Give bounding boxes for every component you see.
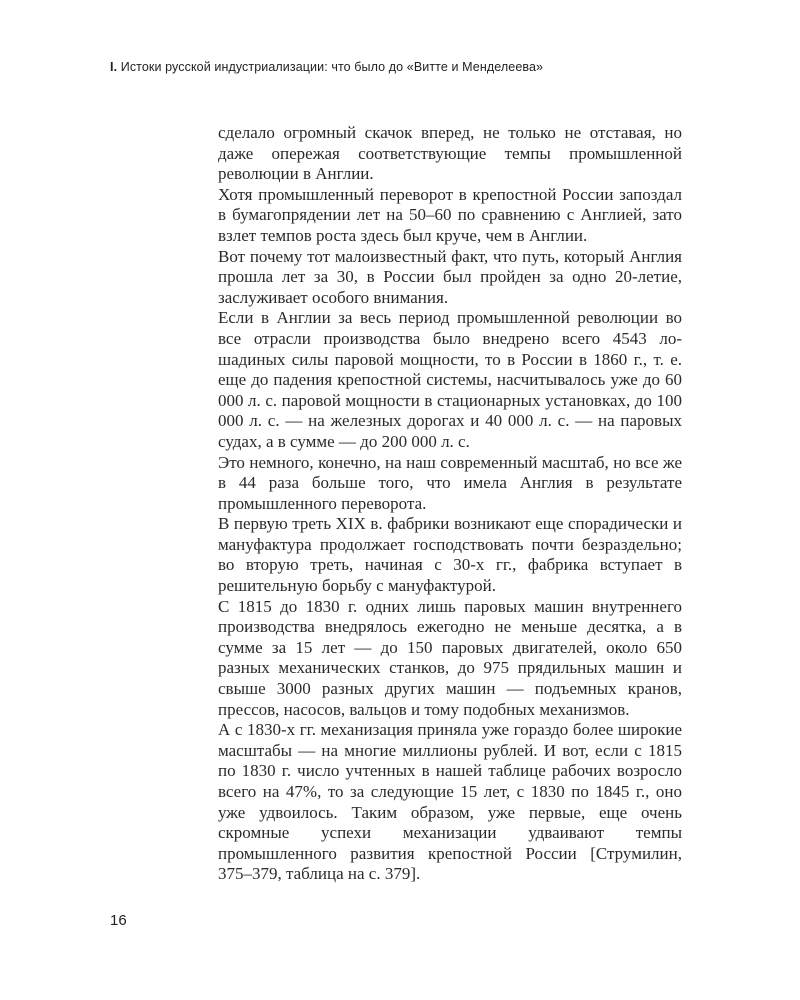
chapter-title: Истоки русской индустриализации: что было до «Витте и Менделеева» — [120, 60, 544, 74]
paragraph: Если в Англии за весь период промышленной революции во все отрасли производства было внедрено всего 4543 лошадиных силы паровой мощности, то в России в 1860 г., т. е. еще до падения крепостной системы, насчитывалось уже до 60 000 л. с. паровой мощности в стационарных установках, до 100 000 л. с. — на железных дорогах и 40 000 л. с. — на паровых судах, а в сумме — до 200 000 л. с. — [218, 308, 682, 451]
body-text — [218, 123, 682, 885]
running-header — [110, 60, 750, 74]
paragraph: С 1815 до 1830 г. одних лишь паровых машин внутреннего производства внедрялось ежегодно не меньше десятка, а в сумме за 15 лет — до 150 паровых двигателей, около 650 разных механических станков, до 975 прядильных машин и свыше 3000 разных других машин — подъемных кранов, прессов, насосов, вальцов и тому подобных механизмов. — [218, 596, 682, 719]
paragraph: Вот почему тот малоизвестный факт, что путь, который Англия прошла лет за 30, в России был пройден за одно 20-летие, заслуживает особого внимания. — [218, 246, 682, 307]
paragraph: Это немного, конечно, на наш современный масштаб, но все же в 44 раза больше того, что имела Англия в результате промышленного переворота. — [218, 452, 682, 513]
paragraph: сделало огромный скачок вперед, не только не отставая, но даже опережая соответствующие темпы промышленной революции в Англии. — [218, 123, 682, 184]
paragraph: В первую треть XIX в. фабрики возникают еще спорадически и мануфактура продолжает господствовать почти безраздельно; во вторую треть, начиная с 30-х гг., фабрика вступает в решительную борьбу с мануфактурой. — [218, 514, 682, 596]
paragraph: А с 1830-х гг. механизация приняла уже гораздо более широкие масштабы — на многие миллионы рублей. И вот, если с 1815 по 1830 г. число учтенных в нашей таблице рабочих возросло всего на 47%, то за следующие 15 лет, с 1830 по 1845 г., оно уже удвоилось. Таким образом, уже первые, еще очень скромные успехи механизации удваивают темпы промышленного развития крепостной России [Струмилин, 375–379, таблица на с. 379]. — [218, 720, 682, 884]
page-number: 16 — [110, 912, 127, 929]
paragraph: Хотя промышленный переворот в крепостной России запоздал в бумагопрядении лет на 50–60 по сравнению с Англией, зато взлет темпов роста здесь был круче, чем в Англии. — [218, 184, 682, 245]
section-mark: I. — [110, 60, 118, 74]
